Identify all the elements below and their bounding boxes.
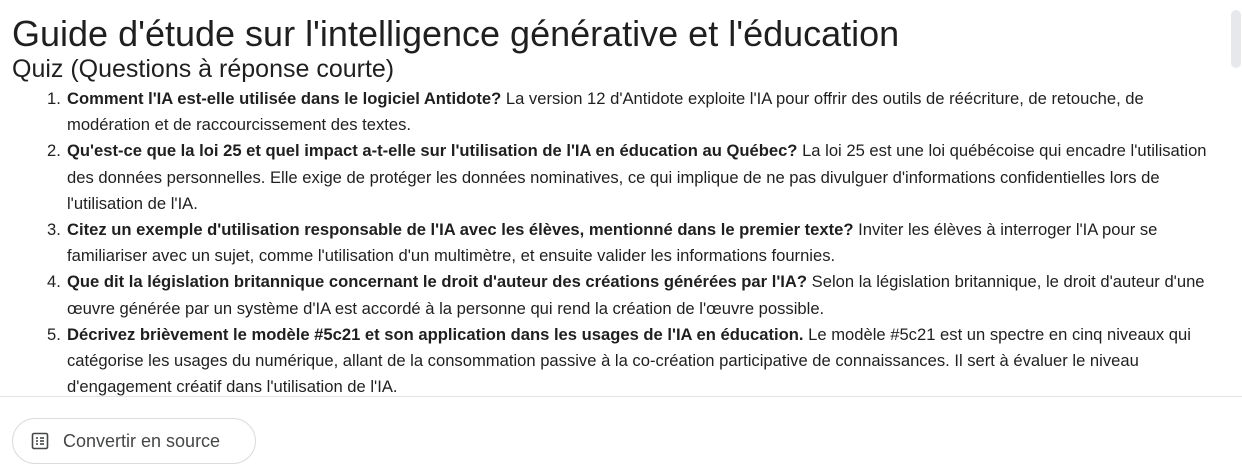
convert-to-source-label: Convertir en source xyxy=(63,430,221,451)
item-number: 1. xyxy=(47,89,61,108)
quiz-answer: Selon la législation britannique, le droit d'auteur d'une œuvre générée par un système d'IA est accordé à la personne qui rend la création de l'œuvre possible. xyxy=(67,272,1205,318)
footer-divider xyxy=(0,396,1242,397)
quiz-list xyxy=(0,86,1220,396)
quiz-question: Qu'est-ce que la loi 25 et quel impact a-t-elle sur l'utilisation de l'IA en éducation au Québec? xyxy=(67,141,798,161)
quiz-question: Que dit la législation britannique concernant le droit d'auteur des créations générées par l'IA? xyxy=(67,272,808,292)
list-item xyxy=(47,217,1220,269)
quiz-answer: La version 12 d'Antidote exploite l'IA pour offrir des outils de réécriture, de retouche, de modération et de raccourcissement des textes. xyxy=(67,89,1144,135)
quiz-question: Comment l'IA est-elle utilisée dans le logiciel Antidote? xyxy=(67,89,502,108)
item-number: 3. xyxy=(47,220,61,240)
scrollbar-thumb[interactable] xyxy=(1231,10,1241,68)
quiz-question: Citez un exemple d'utilisation responsable de l'IA avec les élèves, mentionné dans le premier texte? xyxy=(67,220,854,240)
list-item xyxy=(47,269,1220,321)
quiz-answer: La loi 25 est une loi québécoise qui encadre l'utilisation des données personnelles. Elle exige de protéger les données nominatives, ce qui implique de ne pas divulguer d'informations confidentielles lors de l'utilisation de l'IA. xyxy=(67,141,1207,213)
note-to-source-icon xyxy=(30,431,50,451)
list-item xyxy=(47,322,1220,396)
item-number: 5. xyxy=(47,324,61,344)
quiz-question: Décrivez brièvement le modèle #5c21 et son application dans les usages de l'IA en éducation. xyxy=(67,324,804,344)
item-number: 4. xyxy=(47,272,61,292)
quiz-answer: Le modèle #5c21 est un spectre en cinq niveaux qui catégorise les usages du numérique, allant de la consommation passive à la co-création participative de connaissances. Il sert à évaluer le niveau d'engagement créatif dans l'utilisation de l'IA. xyxy=(67,324,1191,396)
section-subtitle: Quiz (Questions à réponse courte) xyxy=(12,55,395,83)
quiz-answer: Inviter les élèves à interroger l'IA pour se familiariser avec un sujet, comme l'utilisation d'un multimètre, et ensuite valider les informations fournies. xyxy=(67,220,1158,266)
list-item xyxy=(47,86,1220,138)
page-title: Guide d'étude sur l'intelligence générative et l'éducation xyxy=(12,13,900,54)
item-number: 2. xyxy=(47,141,61,161)
list-item xyxy=(47,138,1220,217)
convert-to-source-button[interactable] xyxy=(12,418,256,464)
